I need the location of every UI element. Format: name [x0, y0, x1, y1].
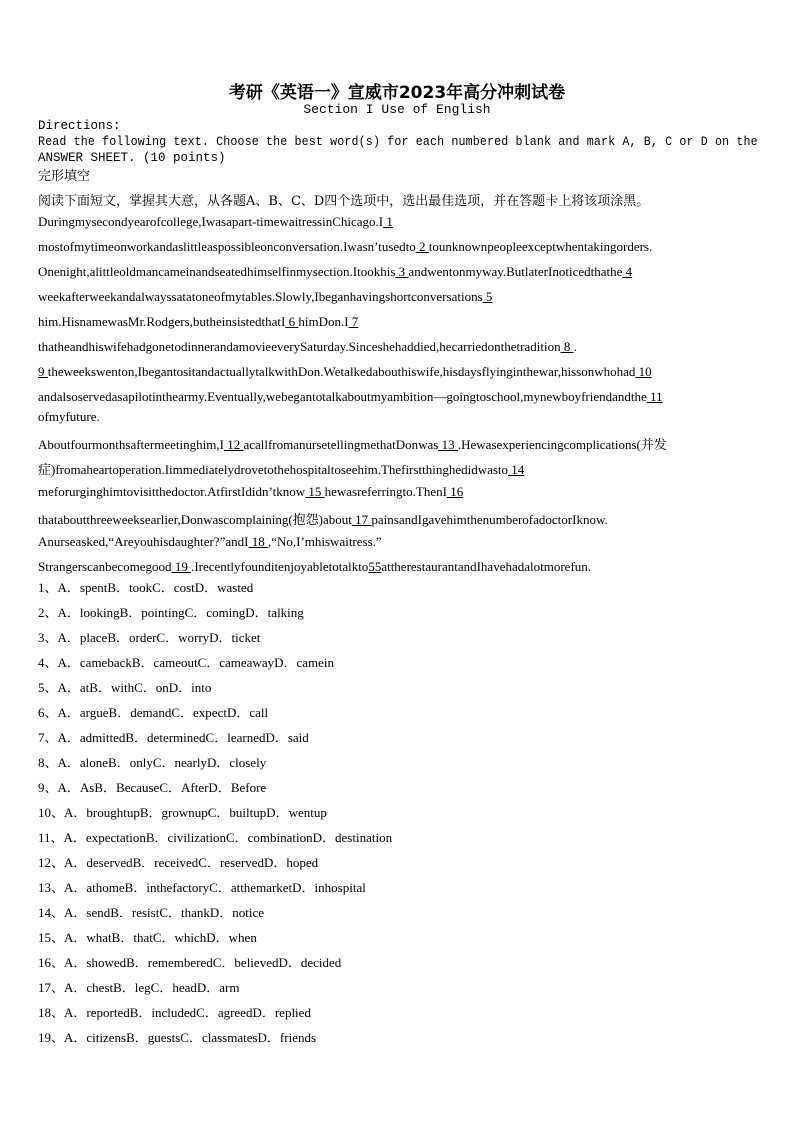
blank-6: 6: [285, 314, 299, 329]
question-type-label: 完形填空: [38, 169, 91, 184]
question-options-row: [38, 580, 392, 605]
question-options-row: [38, 830, 392, 855]
option-choices: A．atB．withC．onD．into: [57, 680, 212, 695]
directions-text-line-1: Read the following text. Choose the best word(s) for each numbered blank and mark A, B, C or D on the: [38, 135, 758, 149]
blank-19: 19: [171, 559, 192, 574]
blank-9: 9: [38, 364, 48, 379]
blank-2: 2: [415, 239, 429, 254]
option-choices: A．athomeB．inthefactoryC．atthemarketD．inhospital: [64, 880, 366, 895]
passage-line: thatheandhiswifehadgonetodinnerandamovieeverySaturday.Sinceshehaddied,hecarriedonthetradition 8 .: [38, 339, 577, 354]
blank-15: 15: [305, 484, 325, 499]
question-number: 5、: [38, 680, 58, 695]
blank-7: 7: [348, 314, 359, 329]
blank-5: 5: [482, 289, 493, 304]
question-number: 15、: [38, 930, 65, 945]
option-choices: A．deservedB．receivedC．reservedD．hoped: [64, 855, 319, 870]
question-number: 16、: [38, 955, 65, 970]
passage-line: Strangerscanbecomegood 19 .Irecentlyfounditenjoyabletotalkto55attherestaurantandIhavehadalotmorefun.: [38, 559, 592, 574]
question-options-row: [38, 605, 392, 630]
question-options-row: [38, 680, 392, 705]
passage-line: mostofmytimeonworkandaslittleaspossibleonconversation.Iwasn’tusedto 2 tounknownpeopleexceptwhentakingorders.: [38, 239, 653, 254]
blank-3: 3: [395, 264, 409, 279]
option-choices: A．sendB．resistC．thankD．notice: [64, 905, 265, 920]
question-number: 12、: [38, 855, 65, 870]
option-choices: A．spentB．tookC．costD．wasted: [57, 580, 254, 595]
question-number: 3、: [38, 630, 58, 645]
option-choices: A．expectationB．civilizationC．combinationD．destination: [63, 830, 393, 845]
question-options-row: [38, 655, 392, 680]
underlined-number: 55: [368, 559, 382, 574]
option-choices: A．lookingB．pointingC．comingD．talking: [57, 605, 304, 620]
blank-11: 11: [646, 389, 663, 404]
passage-line: 症)fromaheartoperation.Iimmediatelydrovetothehospitaltoseehim.Thefirstthinghedidwasto 14: [38, 462, 525, 477]
question-number: 1、: [38, 580, 58, 595]
question-options-row: [38, 955, 392, 980]
blank-17: 17: [351, 512, 372, 527]
option-choices: A．reportedB．includedC．agreedD．replied: [64, 1005, 311, 1020]
option-choices: A．aloneB．onlyC．nearlyD．closely: [57, 755, 267, 770]
blank-10: 10: [635, 364, 652, 379]
blank-1: 1: [383, 214, 393, 229]
section-heading: Section I Use of English: [303, 102, 491, 117]
option-choices: A．camebackB．cameoutC．cameawayD．camein: [57, 655, 335, 670]
passage-line: andalsoservedasapilotinthearmy.Eventually,webegantotalkaboutmyambition—goingtoschool,mynewboyfriendandthe 11: [38, 389, 663, 404]
blank-4: 4: [622, 264, 633, 279]
passage-line: Aboutfourmonthsaftermeetinghim,I 12 acallfromanursetellingmethatDonwas 13 .Hewasexperiencingcomplications(并发: [38, 437, 667, 452]
question-number: 2、: [38, 605, 58, 620]
passage-line: Duringmysecondyearofcollege,Iwasapart-timewaitressinChicago.I 1: [38, 214, 393, 229]
passage-line: ofmyfuture.: [38, 409, 100, 424]
question-number: 7、: [38, 730, 58, 745]
option-choices: A．admittedB．determinedC．learnedD．said: [57, 730, 309, 745]
passage-line: Anurseasked,“Areyouhisdaughter?”andI 18 ,“No,I’mhiswaitress.”: [38, 534, 382, 549]
option-choices: A．AsB．BecauseC．AfterD．Before: [57, 780, 267, 795]
option-choices: A．citizensB．guestsC．classmatesD．friends: [64, 1030, 317, 1045]
question-options-row: [38, 630, 392, 655]
question-options-row: [38, 855, 392, 880]
question-options-row: [38, 805, 392, 830]
question-number: 9、: [38, 780, 58, 795]
question-number: 19、: [38, 1030, 65, 1045]
passage-line: Onenight,alittleoldmancameinandseatedhimselfinmysection.Itookhis 3 andwentonmyway.ButlaterInoticedthathe 4: [38, 264, 633, 279]
option-choices: A．chestB．legC．headD．arm: [64, 980, 240, 995]
option-choices: A．whatB．thatC．whichD．when: [64, 930, 257, 945]
question-number: 8、: [38, 755, 58, 770]
blank-13: 13: [438, 437, 458, 452]
option-choices: A．broughtupB．grownupC．builtupD．wentup: [64, 805, 327, 820]
question-number: 4、: [38, 655, 58, 670]
question-options-row: [38, 1030, 392, 1055]
blank-12: 12: [223, 437, 244, 452]
question-options-row: [38, 905, 392, 930]
question-options-row: [38, 1005, 392, 1030]
question-options-row: [38, 730, 392, 755]
page-title: 考研《英语一》宣威市2023年高分冲刺试卷: [228, 83, 566, 103]
passage-line: thataboutthreeweeksearlier,Donwascomplaining(抱怨)about 17 painsandIgavehimthenumberofadoctorIknow.: [38, 512, 608, 527]
option-choices: A．placeB．orderC．worryD．ticket: [57, 630, 261, 645]
directions-label: Directions:: [38, 119, 121, 133]
question-options-row: [38, 780, 392, 805]
instruction-text: 阅读下面短文，掌握其大意，从各题A、B、C、D四个选项中，选出最佳选项，并在答题卡上将该项涂黑。: [38, 194, 650, 209]
question-options-row: [38, 755, 392, 780]
blank-18: 18: [248, 534, 268, 549]
question-number: 6、: [38, 705, 58, 720]
blank-16: 16: [446, 484, 464, 499]
options-list: [38, 580, 392, 1055]
passage-line: 9 theweekswenton,IbegantositandactuallytalkwithDon.Wetalkedabouthiswife,hisdaysflyinginthewar,hissonwhohad 10: [38, 364, 652, 379]
passage-line: meforurginghimtovisitthedoctor.AtfirstIdidn’tknow 15 hewasreferringto.ThenI 16: [38, 484, 464, 499]
question-number: 13、: [38, 880, 65, 895]
option-choices: A．showedB．rememberedC．believedD．decided: [64, 955, 342, 970]
passage-line: weekafterweekandalwayssatatoneofmytables.Slowly,Ibeganhavingshortconversations 5: [38, 289, 493, 304]
passage-line: him.HisnamewasMr.Rodgers,butheinsistedthatI 6 himDon.I 7: [38, 314, 359, 329]
question-number: 14、: [38, 905, 65, 920]
question-options-row: [38, 980, 392, 1005]
question-options-row: [38, 930, 392, 955]
blank-8: 8: [560, 339, 574, 354]
directions-text-line-2: ANSWER SHEET. (10 points): [38, 151, 226, 165]
question-number: 11、: [38, 830, 64, 845]
option-choices: A．argueB．demandC．expectD．call: [57, 705, 269, 720]
question-options-row: [38, 880, 392, 905]
question-number: 18、: [38, 1005, 65, 1020]
question-number: 10、: [38, 805, 65, 820]
blank-14: 14: [508, 462, 525, 477]
question-options-row: [38, 705, 392, 730]
question-number: 17、: [38, 980, 65, 995]
